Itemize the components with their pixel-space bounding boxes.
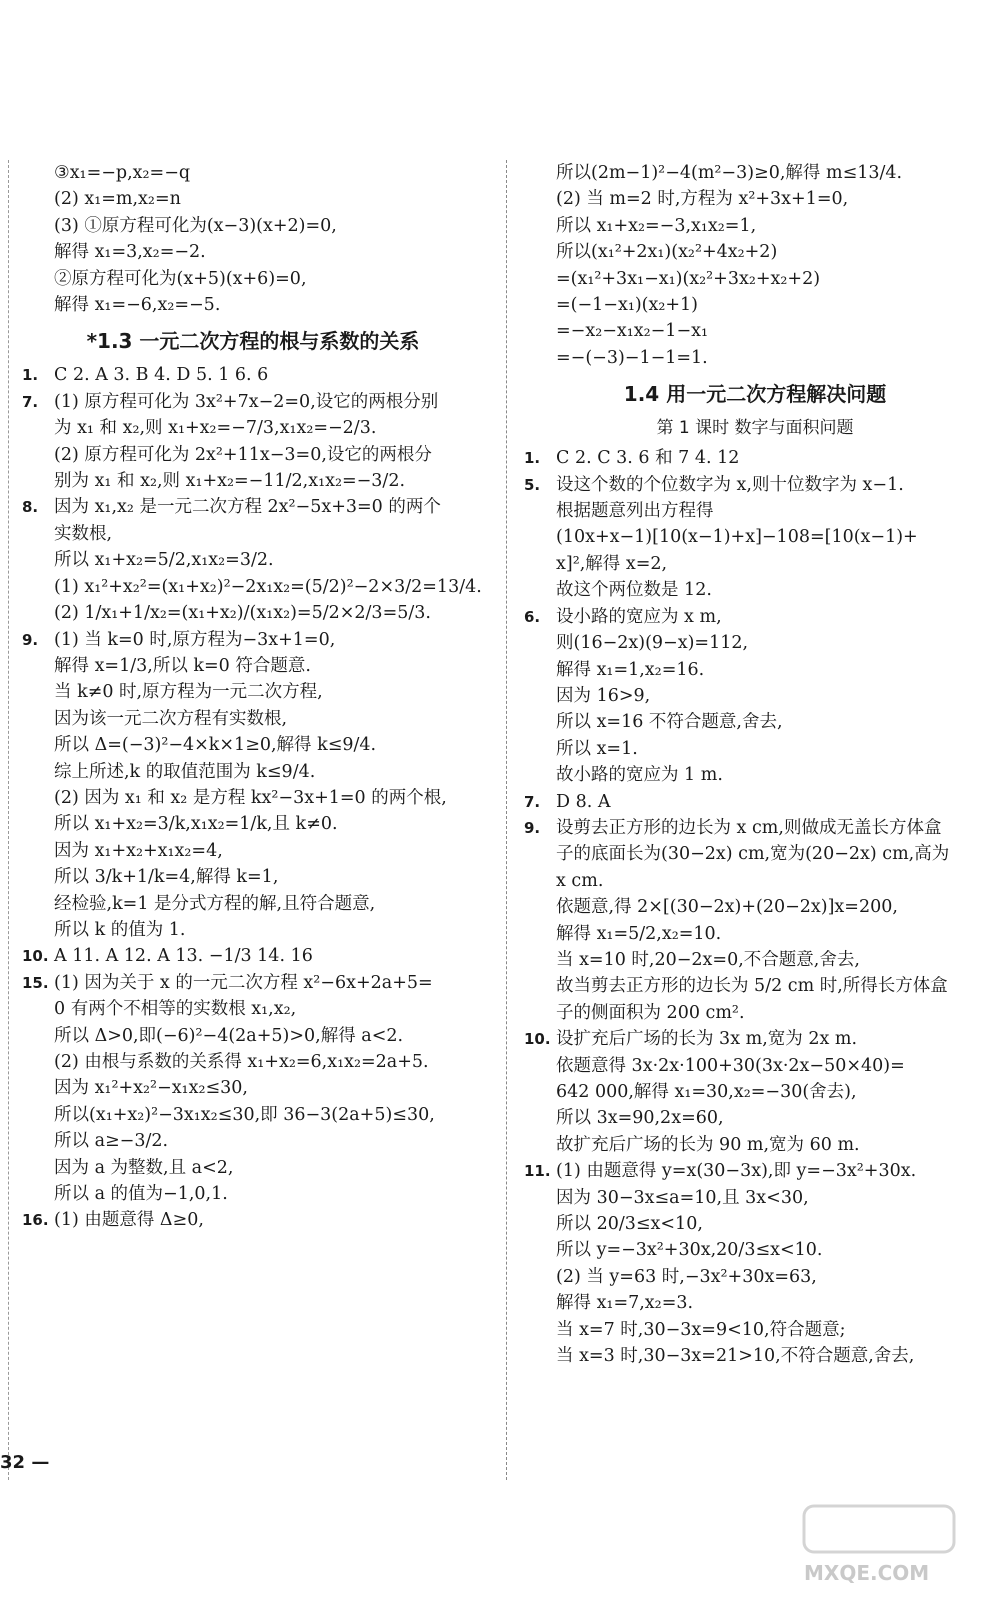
right-answer-line <box>524 1026 986 1052</box>
question-number: 5. <box>524 475 541 494</box>
answer-text: (1) 由题意得 y=x(30−3x),即 y=−3x²+30x. <box>556 1161 917 1182</box>
answer-text: 所以 Δ>0,即(−6)²−4(2a+5)>0,解得 a<2. <box>54 1025 404 1046</box>
answer-text: 所以 3/k+1/k=4,解得 k=1, <box>54 867 279 888</box>
answer-text: 设这个数的个位数字为 x,则十位数字为 x−1. <box>556 474 904 495</box>
answer-text: (3) ①原方程可化为(x−3)(x+2)=0, <box>54 215 337 236</box>
left-continuation-line <box>22 186 484 212</box>
right-answer-line <box>524 1211 986 1237</box>
right-continuation-lines <box>524 160 986 371</box>
left-answer-line <box>22 1023 484 1049</box>
right-answers <box>524 445 986 1369</box>
answer-text: 当 k≠0 时,原方程为一元二次方程, <box>54 682 323 703</box>
answer-text: =−x₂−x₁x₂−1−x₁ <box>556 321 708 342</box>
right-answer-line <box>524 472 986 498</box>
right-answer-line <box>524 1079 986 1105</box>
answer-text: 所以 x₁+x₂=−3,x₁x₂=1, <box>556 215 757 236</box>
answer-text: 实数根, <box>54 523 113 544</box>
answer-text: (10x+x−1)[10(x−1)+x]−108=[10(x−1)+ <box>556 527 918 548</box>
left-answer-line <box>22 494 484 520</box>
watermark-frame <box>804 1506 954 1552</box>
watermark-text: MXQE.COM <box>804 1561 930 1585</box>
left-answer-line <box>22 574 484 600</box>
answer-text: (2) 当 m=2 时,方程为 x²+3x+1=0, <box>556 189 849 210</box>
answer-text: ③x₁=−p,x₂=−q <box>54 163 191 183</box>
answer-text: 当 x=7 时,30−3x=9<10,符合题意; <box>556 1319 846 1340</box>
answer-text: (2) 1/x₁+1/x₂=(x₁+x₂)/(x₁x₂)=5/2×2/3=5/3. <box>54 603 431 624</box>
left-answer-line <box>22 679 484 705</box>
left-column <box>22 160 484 1234</box>
left-answer-line <box>22 1181 484 1207</box>
left-answer-line <box>22 1155 484 1181</box>
answer-text: 解得 x₁=7,x₂=3. <box>556 1293 694 1314</box>
question-number: 16. <box>22 1211 49 1230</box>
right-answer-line <box>524 551 986 577</box>
right-answer-line <box>524 657 986 683</box>
left-answer-line <box>22 917 484 943</box>
answer-text: 所以 x=16 不符合题意,舍去, <box>556 712 783 733</box>
answer-text: (1) 原方程可化为 3x²+7x−2=0,设它的两根分别 <box>54 391 439 412</box>
left-answer-line <box>22 653 484 679</box>
answer-text: 因为 a 为整数,且 a<2, <box>54 1157 234 1178</box>
question-number: 10. <box>22 947 49 966</box>
section-title-1-4: 1.4 用一元二次方程解决问题 <box>623 382 887 407</box>
answer-text: 所以 x₁+x₂=3/k,x₁x₂=1/k,且 k≠0. <box>54 814 338 835</box>
answer-text: (2) 因为 x₁ 和 x₂ 是方程 kx²−3x+1=0 的两个根, <box>54 787 447 808</box>
left-answer-line <box>22 600 484 626</box>
answer-text: 因为 x₁²+x₂²−x₁x₂≤30, <box>54 1078 248 1099</box>
right-answer-line <box>524 683 986 709</box>
answer-text: A 11. A 12. A 13. −1/3 14. 16 <box>54 946 313 967</box>
right-answer-line <box>524 709 986 735</box>
right-answer-line <box>524 1132 986 1158</box>
answer-text: x cm. <box>556 870 604 891</box>
answer-text: 因为 x₁,x₂ 是一元二次方程 2x²−5x+3=0 的两个 <box>54 497 441 518</box>
question-number: 9. <box>524 818 541 837</box>
right-answer-line <box>524 789 986 815</box>
answer-text: 故扩充后广场的长为 90 m,宽为 60 m. <box>556 1134 860 1155</box>
answer-text: 依题意,得 2×[(30−2x)+(20−2x)]x=200, <box>556 897 898 918</box>
right-answer-line <box>524 815 986 841</box>
left-answer-line <box>22 442 484 468</box>
left-answer-line <box>22 706 484 732</box>
left-answers <box>22 362 484 1233</box>
answer-text: 子的底面长为(30−2x) cm,宽为(20−2x) cm,高为 <box>556 844 950 865</box>
answer-text: 所以 Δ=(−3)²−4×k×1≥0,解得 k≤9/4. <box>54 735 377 756</box>
right-answer-line <box>524 1105 986 1131</box>
left-continuation-lines <box>22 160 484 318</box>
right-answer-line <box>524 868 986 894</box>
answer-text: 所以 a≥−3/2. <box>54 1131 169 1152</box>
left-answer-line <box>22 1128 484 1154</box>
left-answer-line <box>22 627 484 653</box>
left-answer-line <box>22 415 484 441</box>
right-answer-line <box>524 762 986 788</box>
left-answer-line <box>22 811 484 837</box>
right-answer-line <box>524 498 986 524</box>
answer-text: ②原方程可化为(x+5)(x+6)=0, <box>54 268 307 289</box>
left-answer-line <box>22 943 484 969</box>
left-answer-line <box>22 996 484 1022</box>
question-number: 1. <box>524 449 541 468</box>
answer-text: 故当剪去正方形的边长为 5/2 cm 时,所得长方体盒 <box>556 976 948 997</box>
right-continuation-line <box>524 318 986 344</box>
left-answer-line <box>22 732 484 758</box>
answer-text: 根据题意列出方程得 <box>556 501 714 522</box>
left-answer-line <box>22 838 484 864</box>
right-answer-line <box>524 973 986 999</box>
right-answer-line <box>524 445 986 471</box>
answer-text: 设剪去正方形的边长为 x cm,则做成无盖长方体盒 <box>556 817 942 838</box>
answer-text: 故这个两位数是 12. <box>556 580 712 601</box>
answer-text: 解得 x₁=−6,x₂=−5. <box>54 295 221 316</box>
question-number: 15. <box>22 973 49 992</box>
column-divider <box>506 160 507 1480</box>
page-number: 32 — <box>0 1452 50 1473</box>
answer-text: 642 000,解得 x₁=30,x₂=−30(舍去), <box>556 1082 857 1102</box>
right-answer-line <box>524 1000 986 1026</box>
left-answer-line <box>22 1075 484 1101</box>
answer-text: 所以 x₁+x₂=5/2,x₁x₂=3/2. <box>54 550 274 571</box>
answer-text: 因为 x₁+x₂+x₁x₂=4, <box>54 840 223 861</box>
answer-text: 因为该一元二次方程有实数根, <box>54 708 288 729</box>
answer-text: 子的侧面积为 200 cm². <box>556 1002 745 1023</box>
answer-text: 解得 x₁=5/2,x₂=10. <box>556 923 722 944</box>
left-continuation-line <box>22 239 484 265</box>
answer-text: 所以 3x=90,2x=60, <box>556 1108 724 1129</box>
answer-text: (2) x₁=m,x₂=n <box>54 189 181 210</box>
answer-text: 0 有两个不相等的实数根 x₁,x₂, <box>54 999 297 1020</box>
answer-text: 当 x=3 时,30−3x=21>10,不符合题意,舍去, <box>556 1346 915 1367</box>
answer-text: (1) 因为关于 x 的一元二次方程 x²−6x+2a+5= <box>54 972 433 993</box>
question-number: 1. <box>22 366 39 385</box>
question-number: 9. <box>22 630 39 649</box>
left-answer-line <box>22 389 484 415</box>
question-number: 6. <box>524 607 541 626</box>
left-answer-line <box>22 1207 484 1233</box>
answer-text: 所以 20/3≤x<10, <box>556 1214 703 1235</box>
question-number: 8. <box>22 498 39 517</box>
answer-text: 解得 x₁=3,x₂=−2. <box>54 242 206 263</box>
answer-text: 所以 k 的值为 1. <box>54 919 186 940</box>
answer-text: 因为 30−3x≤a=10,且 3x<30, <box>556 1187 809 1208</box>
answer-text: 所以 x=1. <box>556 738 638 759</box>
answer-text: (2) 由根与系数的关系得 x₁+x₂=6,x₁x₂=2a+5. <box>54 1052 429 1072</box>
answer-text: 解得 x₁=1,x₂=16. <box>556 659 705 680</box>
right-answer-line <box>524 1343 986 1369</box>
left-answer-line <box>22 785 484 811</box>
question-number: 11. <box>524 1162 551 1181</box>
left-answer-line <box>22 547 484 573</box>
left-answer-line <box>22 1102 484 1128</box>
answer-text: C 2. C 3. 6 和 7 4. 12 <box>556 448 740 469</box>
right-answer-line <box>524 604 986 630</box>
right-answer-line <box>524 630 986 656</box>
section-title-1-3: *1.3 一元二次方程的根与系数的关系 <box>86 329 420 354</box>
question-number: 7. <box>524 792 541 811</box>
answer-text: 所以 a 的值为−1,0,1. <box>54 1184 228 1205</box>
left-answer-line <box>22 759 484 785</box>
answer-text: =−(−3)−1−1=1. <box>556 347 708 368</box>
answer-text: 因为 16>9, <box>556 685 651 706</box>
right-answer-line <box>524 1237 986 1263</box>
answer-text: (1) 当 k=0 时,原方程为−3x+1=0, <box>54 629 336 650</box>
right-answer-line <box>524 841 986 867</box>
answer-text: =(−1−x₁)(x₂+1) <box>556 295 698 316</box>
right-answer-line <box>524 577 986 603</box>
answer-text: 别为 x₁ 和 x₂,则 x₁+x₂=−11/2,x₁x₂=−3/2. <box>54 471 406 492</box>
right-answer-line <box>524 1264 986 1290</box>
answer-text: 解得 x=1/3,所以 k=0 符合题意. <box>54 655 311 676</box>
answer-text: 所以(x₁²+2x₁)(x₂²+4x₂+2) <box>556 242 778 263</box>
left-continuation-line <box>22 213 484 239</box>
answer-text: 设小路的宽应为 x m, <box>556 606 722 627</box>
watermark-logo <box>764 1500 984 1590</box>
left-answer-line <box>22 864 484 890</box>
lesson-subtitle: 第 1 课时 数字与面积问题 <box>656 418 854 439</box>
answer-text: (2) 原方程可化为 2x²+11x−3=0,设它的两根分 <box>54 444 432 465</box>
answer-text: 经检验,k=1 是分式方程的解,且符合题意, <box>54 893 376 914</box>
left-edge-divider <box>8 160 9 1480</box>
right-answer-line <box>524 1053 986 1079</box>
answer-text: 故小路的宽应为 1 m. <box>556 765 723 786</box>
right-answer-line <box>524 894 986 920</box>
answer-text: 所以(x₁+x₂)²−3x₁x₂≤30,即 36−3(2a+5)≤30, <box>54 1104 435 1125</box>
answer-text: 依题意得 3x·2x·100+30(3x·2x−50×40)= <box>556 1055 905 1076</box>
right-continuation-line <box>524 292 986 318</box>
left-answer-line <box>22 891 484 917</box>
right-continuation-line <box>524 213 986 239</box>
right-answer-line <box>524 947 986 973</box>
answer-text: 则(16−2x)(9−x)=112, <box>556 633 749 654</box>
left-answer-line <box>22 362 484 388</box>
question-number: 10. <box>524 1030 551 1049</box>
left-answer-line <box>22 970 484 996</box>
right-continuation-line <box>524 239 986 265</box>
answer-text: D 8. A <box>556 791 611 812</box>
answer-text: x]²,解得 x=2, <box>556 553 668 574</box>
answer-text: C 2. A 3. B 4. D 5. 1 6. 6 <box>54 365 269 386</box>
answer-text: 设扩充后广场的长为 3x m,宽为 2x m. <box>556 1029 858 1050</box>
left-continuation-line <box>22 292 484 318</box>
question-number: 7. <box>22 392 39 411</box>
right-answer-line <box>524 1158 986 1184</box>
answer-text: (1) 由题意得 Δ≥0, <box>54 1210 204 1231</box>
right-continuation-line <box>524 186 986 212</box>
right-answer-line <box>524 1185 986 1211</box>
right-answer-line <box>524 1317 986 1343</box>
answer-text: 综上所述,k 的取值范围为 k≤9/4. <box>54 761 316 782</box>
answer-text: 为 x₁ 和 x₂,则 x₁+x₂=−7/3,x₁x₂=−2/3. <box>54 418 377 439</box>
right-answer-line <box>524 736 986 762</box>
right-answer-line <box>524 921 986 947</box>
answer-text: =(x₁²+3x₁−x₁)(x₂²+3x₂+x₂+2) <box>556 268 821 289</box>
answer-text: 所以 y=−3x²+30x,20/3≤x<10. <box>556 1240 823 1261</box>
left-continuation-line <box>22 160 484 186</box>
answer-text: (2) 当 y=63 时,−3x²+30x=63, <box>556 1266 817 1287</box>
right-column <box>524 160 986 1369</box>
left-answer-line <box>22 468 484 494</box>
right-continuation-line <box>524 266 986 292</box>
left-continuation-line <box>22 266 484 292</box>
answer-text: (1) x₁²+x₂²=(x₁+x₂)²−2x₁x₂=(5/2)²−2×3/2=13/4. <box>54 576 482 597</box>
left-answer-line <box>22 1049 484 1075</box>
right-continuation-line <box>524 345 986 371</box>
right-answer-line <box>524 524 986 550</box>
left-answer-line <box>22 521 484 547</box>
right-answer-line <box>524 1290 986 1316</box>
answer-text: 当 x=10 时,20−2x=0,不合题意,舍去, <box>556 949 860 970</box>
right-continuation-line <box>524 160 986 186</box>
answer-text: 所以(2m−1)²−4(m²−3)≥0,解得 m≤13/4. <box>556 163 903 183</box>
